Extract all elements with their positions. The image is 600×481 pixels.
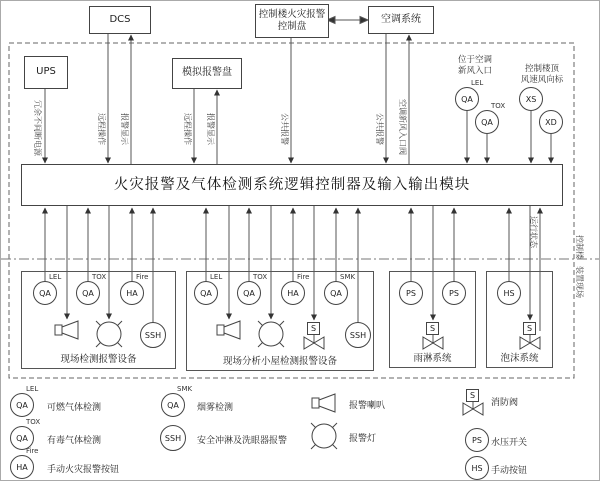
legend-desc: 烟雾检测 <box>197 403 234 413</box>
tox-sup-label: TOX <box>491 102 506 110</box>
foam-system-zone <box>486 271 553 368</box>
legend-desc: 有毒气体检测 <box>47 436 102 446</box>
lel-sup-label: LEL <box>26 385 39 393</box>
tox-sup-label: TOX <box>253 273 268 281</box>
label-dcs-alarm: 报警显示 <box>120 113 129 145</box>
fire-valve-actuator: S <box>523 322 536 335</box>
ups-label: UPS <box>36 66 56 78</box>
label-fresh-air-valve: 空调新风入口阀 <box>398 99 407 155</box>
manual-alarm-button: HA <box>120 281 144 305</box>
lel-sup-label: LEL <box>471 79 484 87</box>
label-panel-alarm: 报警显示 <box>206 113 215 145</box>
gas-detector-tox: QA <box>76 281 100 305</box>
gas-detector-lel: QA <box>194 281 218 305</box>
legend-desc: 水压开关 <box>491 438 528 448</box>
wind-vane-note-line2: 风速风向标 <box>520 75 564 85</box>
legend-smoke-detector: QA <box>161 393 185 417</box>
fire-valve-actuator: S <box>307 322 320 335</box>
hvac-label: 空调系统 <box>381 13 421 25</box>
dcs-label: DCS <box>109 13 131 25</box>
logic-controller-title: 火灾报警及气体检测系统逻辑控制器及输入输出模块 <box>113 176 471 193</box>
hand-switch: HS <box>497 281 521 305</box>
fire-valve-actuator: S <box>426 322 439 335</box>
legend-manual-alarm-button: HA <box>10 455 34 479</box>
fresh-air-note-line1: 位于空调 <box>457 55 492 65</box>
legend-desc: 可燃气体检测 <box>47 403 102 413</box>
safety-shower-alarm: SSH <box>345 322 371 348</box>
label-plant-site: 装置现场 <box>575 266 584 298</box>
fresh-air-note <box>445 55 505 77</box>
dcs-box <box>89 6 151 34</box>
legend-gas-detector-lel: QA <box>10 393 34 417</box>
lel-sup-label: LEL <box>49 273 62 281</box>
pressure-switch: PS <box>442 281 466 305</box>
zone2-caption: 现场分析小屋检测报警设备 <box>222 356 337 367</box>
analog-panel-label: 模拟报警盘 <box>182 67 232 79</box>
fire-sup-label: Fire <box>136 273 149 281</box>
fire-panel-box <box>255 4 329 38</box>
legend-desc: 手动火灾报警按钮 <box>47 465 120 475</box>
gas-detector-lel: QA <box>455 87 479 111</box>
wind-direction-sensor: XD <box>539 110 563 134</box>
label-fire-common-alarm: 公共报警 <box>280 113 289 145</box>
zone1-caption: 现场检测报警设备 <box>60 354 137 365</box>
hvac-box <box>368 6 434 34</box>
wind-vane-note-line1: 控制楼顶 <box>524 64 559 74</box>
gas-detector-lel: QA <box>33 281 57 305</box>
tox-sup-label: TOX <box>26 418 41 426</box>
fire-sup-label: Fire <box>297 273 310 281</box>
tox-sup-label: TOX <box>92 273 107 281</box>
pressure-switch: PS <box>399 281 423 305</box>
wind-vane-note <box>513 64 571 86</box>
legend-desc-horn: 报警喇叭 <box>349 401 386 411</box>
legend-fire-valve: S <box>466 389 479 402</box>
safety-shower-alarm: SSH <box>140 322 166 348</box>
smoke-detector: QA <box>324 281 348 305</box>
legend-hand-switch: HS <box>465 456 489 480</box>
legend-gas-detector-tox: QA <box>10 426 34 450</box>
label-dcs-remote: 远程操作 <box>97 113 106 145</box>
legend-pressure-switch: PS <box>465 428 489 452</box>
legend-desc: 手动按钮 <box>491 466 528 476</box>
smk-sup-label: SMK <box>340 273 356 281</box>
legend-desc-beacon: 报警灯 <box>349 434 377 444</box>
manual-alarm-button: HA <box>281 281 305 305</box>
gas-detector-tox: QA <box>237 281 261 305</box>
label-run-status: 运行状态 <box>529 216 538 248</box>
label-ups-power: 冗余不间断电源 <box>33 100 42 156</box>
legend-safety-shower-alarm: SSH <box>160 425 186 451</box>
legend-desc: 安全冲淋及洗眼器报警 <box>197 436 288 446</box>
fire-sup-label: Fire <box>26 447 39 455</box>
gas-detector-tox: QA <box>475 110 499 134</box>
fresh-air-note-line2: 新风入口 <box>457 66 492 76</box>
legend-desc: 消防阀 <box>491 398 519 408</box>
smk-sup-label: SMK <box>177 385 193 393</box>
lel-sup-label: LEL <box>210 273 223 281</box>
fire-panel-label: 控制楼火灾报警控制盘 <box>258 9 326 32</box>
zone3-caption: 雨淋系统 <box>413 353 452 364</box>
label-control-building: 控制楼 <box>575 235 584 259</box>
zone4-caption: 泡沫系统 <box>500 353 539 364</box>
label-hvac-common-alarm: 公共报警 <box>375 113 384 145</box>
label-panel-remote: 远程操作 <box>183 113 192 145</box>
wind-speed-sensor: XS <box>519 87 543 111</box>
